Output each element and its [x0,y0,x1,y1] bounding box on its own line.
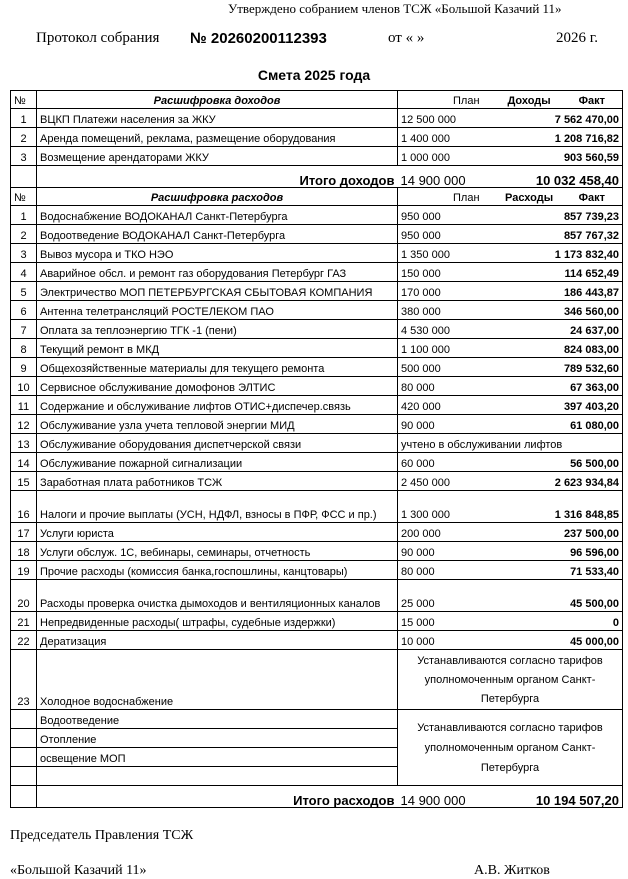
chairman-title: Председатель Правления ТСЖ [10,828,194,843]
row-description: Водоотведение ВОДОКАНАЛ Санкт-Петербурга [37,225,398,244]
table-row [11,710,623,729]
row-fact: 67 363,00 [490,377,623,396]
row-fact: 1 173 832,40 [490,244,623,263]
column-plan: План [453,95,480,107]
row-number: 4 [11,263,37,282]
row-description: Возмещение арендаторами ЖКУ [37,147,398,166]
column-plan: План [453,192,480,204]
row-description: Обслуживание узла учета тепловой энергии МИД [37,415,398,434]
total-label: Итого расходов [37,786,398,808]
document-title: Смета 2025 года [257,67,371,83]
table-row [11,301,623,320]
total-fact: 10 194 507,20 [490,786,623,808]
row-plan: 1 350 000 [398,244,490,263]
table-row [11,128,623,147]
row-plan: учтено в обслуживании лифтов [398,434,623,453]
protocol-date-label: от « » [388,30,425,46]
row-fact: 2 623 934,84 [490,472,623,491]
row-fact: 1 208 716,82 [490,128,623,147]
row-number: 17 [11,523,37,542]
row-number: 14 [11,453,37,472]
column-mid: Доходы [507,95,551,107]
table-row [11,472,623,491]
row-description: Непредвиденные расходы( штрафы, судебные издержки) [37,612,398,631]
row-description [37,767,398,786]
row-fact: 346 560,00 [490,301,623,320]
table-row [11,612,623,631]
row-description: Обслуживание пожарной сигнализации [37,453,398,472]
row-plan: 1 100 000 [398,339,490,358]
row-number [11,748,37,767]
approval-note: Утверждено собранием членов ТСЖ «Большой Казачий 11» [228,1,562,16]
row-fact: 56 500,00 [490,453,623,472]
total-spacer [11,786,37,808]
row-plan: 170 000 [398,282,490,301]
row-description: Расходы проверка очистка дымоходов и вентиляционных каналов [37,580,398,612]
table-row [11,263,623,282]
column-amounts [398,91,623,109]
table-row [11,244,623,263]
row-description: Аренда помещений, реклама, размещение оборудования [37,128,398,147]
row-plan: 10 000 [398,631,490,650]
row-description: Сервисное обслуживание домофонов ЭЛТИС [37,377,398,396]
row-description: ВЦКП Платежи населения за ЖКУ [37,109,398,128]
total-plan: 14 900 000 [398,786,490,808]
row-number: 5 [11,282,37,301]
row-number: 3 [11,244,37,263]
row-description: Водоотведение [37,710,398,729]
row-description: Прочие расходы (комиссия банка,госпошлины, канцтовары) [37,561,398,580]
table-row [11,188,623,206]
table-row [11,206,623,225]
row-number [11,710,37,729]
row-description: Дератизация [37,631,398,650]
row-description: Электричество МОП ПЕТЕРБУРГСКАЯ СБЫТОВАЯ КОМПАНИЯ [37,282,398,301]
row-number: 15 [11,472,37,491]
row-description: Содержание и обслуживание лифтов ОТИС+диспечер.связь [37,396,398,415]
protocol-line [0,30,628,50]
total-spacer [11,166,37,188]
budget-table [10,90,623,808]
row-plan: 90 000 [398,542,490,561]
table-row [11,320,623,339]
table-row [11,166,623,188]
row-plan: 950 000 [398,206,490,225]
row-number: 7 [11,320,37,339]
row-fact: 96 596,00 [490,542,623,561]
row-fact: 45 000,00 [490,631,623,650]
chairman-org: «Большой Казачий 11» [10,863,147,878]
row-plan: 2 450 000 [398,472,490,491]
row-plan: 1 400 000 [398,128,490,147]
row-plan: 90 000 [398,415,490,434]
tariff-note: Устанавливаются согласно тарифов уполномоченным органом Санкт-Петербурга [398,650,623,710]
row-number: 22 [11,631,37,650]
table-row [11,650,623,710]
protocol-number: № 20260200112393 [190,30,327,47]
table-row [11,786,623,808]
row-description: Антенна телетрансляций РОСТЕЛЕКОМ ПАО [37,301,398,320]
row-plan: 80 000 [398,561,490,580]
row-number: 18 [11,542,37,561]
row-fact: 857 739,23 [490,206,623,225]
row-number: 6 [11,301,37,320]
row-number: 11 [11,396,37,415]
row-fact: 903 560,59 [490,147,623,166]
row-fact: 824 083,00 [490,339,623,358]
row-description: Отопление [37,729,398,748]
table-row [11,91,623,109]
table-row [11,580,623,612]
table-row [11,491,623,523]
table-row [11,415,623,434]
row-description: Оплата за теплоэнергию ТГК -1 (пени) [37,320,398,339]
row-description: Услуги обслуж. 1С, вебинары, семинары, отчетность [37,542,398,561]
row-number: 8 [11,339,37,358]
row-description: Услуги юриста [37,523,398,542]
row-fact: 857 767,32 [490,225,623,244]
row-number: 13 [11,434,37,453]
row-plan: 1 300 000 [398,491,490,523]
row-number: 1 [11,109,37,128]
tariff-note: Устанавливаются согласно тарифов уполномоченным органом Санкт-Петербурга [398,710,623,786]
row-plan: 950 000 [398,225,490,244]
row-number [11,767,37,786]
column-fact: Факт [578,95,605,107]
row-description: Вывоз мусора и ТКО НЭО [37,244,398,263]
row-fact: 114 652,49 [490,263,623,282]
table-row [11,453,623,472]
row-plan: 1 000 000 [398,147,490,166]
column-description: Расшифровка доходов [37,91,398,109]
protocol-label: Протокол собрания [36,30,160,46]
row-plan: 15 000 [398,612,490,631]
row-plan: 420 000 [398,396,490,415]
row-number: 12 [11,415,37,434]
column-mid: Расходы [505,192,554,204]
row-number: 19 [11,561,37,580]
row-description: Общехозяйственные материалы для текущего ремонта [37,358,398,377]
row-number: 23 [11,650,37,710]
column-number: № [11,188,37,206]
column-description: Расшифровка расходов [37,188,398,206]
row-plan: 12 500 000 [398,109,490,128]
row-description: Заработная плата работников ТСЖ [37,472,398,491]
row-number: 3 [11,147,37,166]
total-fact: 10 032 458,40 [490,166,623,188]
row-description: освещение МОП [37,748,398,767]
row-number: 10 [11,377,37,396]
row-number: 1 [11,206,37,225]
row-description: Налоги и прочие выплаты (УСН, НДФЛ, взносы в ПФР, ФСС и пр.) [37,491,398,523]
table-row [11,147,623,166]
row-fact: 789 532,60 [490,358,623,377]
row-fact: 237 500,00 [490,523,623,542]
row-fact: 71 533,40 [490,561,623,580]
table-row [11,523,623,542]
table-row [11,225,623,244]
row-plan: 80 000 [398,377,490,396]
row-fact: 61 080,00 [490,415,623,434]
row-description: Обслуживание оборудования диспетчерской связи [37,434,398,453]
total-label: Итого доходов [37,166,398,188]
table-row [11,282,623,301]
table-row [11,396,623,415]
column-amounts [398,188,623,206]
table-row [11,377,623,396]
row-plan: 380 000 [398,301,490,320]
row-fact: 0 [490,612,623,631]
row-description: Водоснабжение ВОДОКАНАЛ Санкт-Петербурга [37,206,398,225]
table-row [11,109,623,128]
row-plan: 25 000 [398,580,490,612]
row-description: Текущий ремонт в МКД [37,339,398,358]
protocol-year: 2026 г. [556,30,598,46]
row-fact: 1 316 848,85 [490,491,623,523]
table-row [11,358,623,377]
table-row [11,631,623,650]
row-description: Холодное водоснабжение [37,650,398,710]
row-fact: 45 500,00 [490,580,623,612]
total-plan: 14 900 000 [398,166,490,188]
row-number: 2 [11,225,37,244]
row-plan: 4 530 000 [398,320,490,339]
signature-name: А.В. Житков [474,863,550,878]
row-plan: 500 000 [398,358,490,377]
row-number: 2 [11,128,37,147]
table-row [11,434,623,453]
row-fact: 186 443,87 [490,282,623,301]
row-fact: 397 403,20 [490,396,623,415]
row-number: 9 [11,358,37,377]
table-row [11,542,623,561]
table-row [11,339,623,358]
row-fact: 24 637,00 [490,320,623,339]
row-number: 16 [11,491,37,523]
row-number [11,729,37,748]
row-description: Аварийное обсл. и ремонт газ оборудования Петербург ГАЗ [37,263,398,282]
row-plan: 150 000 [398,263,490,282]
row-number: 20 [11,580,37,612]
row-number: 21 [11,612,37,631]
row-plan: 200 000 [398,523,490,542]
table-row [11,561,623,580]
column-number: № [11,91,37,109]
column-fact: Факт [578,192,605,204]
row-fact: 7 562 470,00 [490,109,623,128]
row-plan: 60 000 [398,453,490,472]
